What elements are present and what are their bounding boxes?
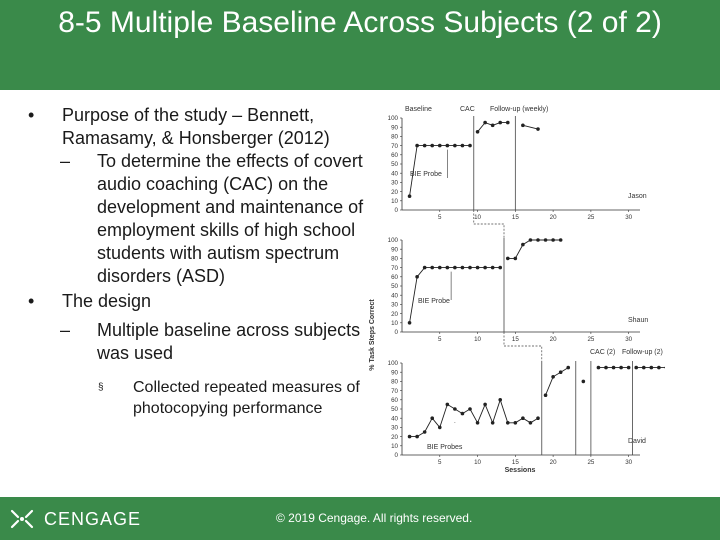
y-tick-label: 30	[391, 424, 398, 432]
y-tick-label: 60	[391, 397, 398, 404]
phase-label-followup2: Follow-up (2)	[622, 349, 663, 356]
data-point	[476, 266, 480, 270]
y-tick-label: 20	[391, 433, 398, 441]
data-point	[438, 266, 442, 270]
y-tick-label: 10	[391, 198, 398, 205]
data-point	[446, 403, 450, 407]
data-point	[461, 266, 465, 270]
y-tick-label: 40	[391, 292, 398, 300]
cengage-mark-icon	[8, 507, 36, 531]
data-point	[438, 426, 442, 430]
y-tick-label: 20	[391, 310, 398, 318]
data-point	[544, 393, 548, 397]
data-point	[415, 144, 419, 148]
data-point	[461, 412, 465, 416]
y-tick-label: 80	[391, 133, 398, 141]
data-point	[415, 435, 419, 439]
x-tick-label: 15	[511, 214, 519, 221]
phase-label-followup-weekly: Follow-up (weekly)	[490, 106, 549, 113]
x-tick-label: 20	[549, 336, 557, 343]
sub-sub-bullet-design	[20, 377, 365, 419]
series-line	[410, 268, 501, 323]
y-tick-label: 90	[391, 369, 398, 377]
y-tick-label: 40	[391, 415, 398, 423]
data-point	[408, 321, 412, 325]
data-point	[468, 407, 472, 411]
y-tick-label: 30	[391, 301, 398, 309]
bullet-text: The design	[62, 291, 152, 311]
data-point	[468, 266, 472, 270]
data-point	[430, 266, 434, 270]
sub-bullet-text: To determine the effects of covert audio coaching (CAC) on the development and maintenance of employment skills of high school students with autism spectrum disorders (ASD)	[97, 151, 364, 286]
data-point	[491, 124, 495, 128]
data-point	[536, 127, 540, 131]
slide-title: 8-5 Multiple Baseline Across Subjects (2 of 2)	[58, 6, 662, 39]
data-point	[491, 266, 495, 270]
data-point	[514, 257, 518, 261]
multiple-baseline-figure	[365, 100, 665, 480]
x-tick-label: 25	[587, 459, 595, 466]
data-point	[521, 243, 525, 247]
x-tick-label: 15	[511, 459, 519, 466]
data-point	[430, 144, 434, 148]
data-point	[642, 366, 646, 370]
data-point	[453, 407, 457, 411]
footer-bar	[0, 497, 720, 540]
x-axis-label: Sessions	[504, 467, 536, 474]
data-point	[461, 144, 465, 148]
sub-sub-bullet-marker: §	[98, 382, 104, 393]
data-point	[438, 144, 442, 148]
data-point	[551, 238, 555, 242]
phase-connector-line	[504, 332, 542, 361]
series-line	[508, 240, 561, 258]
subject-label-jason: Jason	[628, 193, 647, 200]
data-point	[559, 238, 563, 242]
sub-bullet-purpose	[20, 150, 365, 288]
y-tick-label: 100	[387, 237, 398, 245]
data-point	[483, 121, 487, 125]
data-point	[498, 121, 502, 125]
data-point	[521, 416, 525, 420]
y-tick-label: 50	[391, 406, 398, 414]
y-axis-label: % Task Steps Correct	[369, 299, 376, 371]
data-point	[476, 421, 480, 425]
series-line	[546, 368, 569, 396]
bullet-marker: •	[28, 105, 35, 125]
x-tick-label: 15	[511, 336, 519, 343]
x-tick-label: 30	[625, 459, 633, 466]
y-tick-label: 40	[391, 170, 398, 178]
data-point	[468, 144, 472, 148]
data-point	[491, 421, 495, 425]
y-tick-label: 90	[391, 246, 398, 254]
y-tick-label: 50	[391, 283, 398, 291]
data-point	[453, 266, 457, 270]
subject-label-david: David	[628, 438, 646, 445]
copyright-text: © 2019 Cengage. All rights reserved.	[276, 511, 473, 525]
y-tick-label: 10	[391, 320, 398, 327]
x-tick-label: 20	[549, 214, 557, 221]
data-point	[408, 435, 412, 439]
x-tick-label: 5	[438, 459, 442, 466]
y-tick-label: 60	[391, 274, 398, 281]
data-point	[483, 266, 487, 270]
data-point	[536, 238, 540, 242]
x-tick-label: 10	[474, 336, 482, 343]
y-tick-label: 30	[391, 179, 398, 187]
series-line	[410, 400, 538, 437]
y-tick-label: 100	[387, 360, 398, 368]
data-point	[483, 403, 487, 407]
data-point	[498, 266, 502, 270]
data-point	[604, 366, 608, 370]
x-tick-label: 10	[474, 214, 482, 221]
y-tick-label: 90	[391, 124, 398, 132]
data-point	[476, 130, 480, 134]
slide-body	[20, 104, 365, 419]
data-point	[453, 144, 457, 148]
series-line	[523, 125, 538, 129]
data-point	[498, 398, 502, 402]
sub-sub-bullet-text: Collected repeated measures of photocopying performance	[133, 379, 360, 417]
data-point	[446, 266, 450, 270]
data-point	[506, 421, 510, 425]
data-point	[619, 366, 623, 370]
phase-label-cac2: CAC (2)	[590, 349, 616, 356]
data-point	[506, 257, 510, 261]
x-tick-label: 20	[549, 459, 557, 466]
bullet-purpose	[20, 104, 365, 150]
brand-name: CENGAGE	[44, 509, 142, 529]
probe-label-shaun: BIE Probe	[418, 298, 450, 305]
data-point	[529, 421, 533, 425]
sub-bullet-text: Multiple baseline across subjects was used	[97, 320, 361, 363]
sub-bullet-marker: –	[60, 320, 71, 340]
data-point	[544, 238, 548, 242]
data-point	[430, 416, 434, 420]
data-point	[597, 366, 601, 370]
data-point	[506, 121, 510, 125]
y-tick-label: 70	[391, 387, 398, 395]
data-point	[423, 430, 427, 434]
data-point	[529, 238, 533, 242]
sub-bullet-design	[20, 319, 365, 365]
data-point	[566, 366, 570, 370]
y-tick-label: 0	[394, 207, 398, 215]
y-tick-label: 60	[391, 152, 398, 159]
sub-bullet-marker: –	[60, 151, 71, 171]
data-point	[536, 416, 540, 420]
subject-label-shaun: Shaun	[628, 317, 649, 324]
y-tick-label: 50	[391, 161, 398, 169]
x-tick-label: 5	[438, 214, 442, 221]
x-tick-label: 10	[474, 459, 482, 466]
data-point	[408, 194, 412, 198]
data-point	[423, 144, 427, 148]
probe-label-jason: BIE Probe	[410, 171, 442, 178]
data-point	[423, 266, 427, 270]
bullet-design	[20, 290, 365, 313]
phase-label-cac: CAC	[460, 106, 475, 113]
bullet-text: Purpose of the study – Bennett, Ramasamy, & Honsberger (2012)	[62, 105, 330, 148]
data-point	[551, 375, 555, 379]
bullet-marker: •	[28, 291, 35, 311]
x-tick-label: 30	[625, 336, 633, 343]
x-tick-label: 30	[625, 214, 633, 221]
cengage-logo	[8, 507, 148, 531]
title-bar	[0, 0, 720, 90]
data-point	[650, 366, 654, 370]
y-tick-label: 10	[391, 443, 398, 450]
data-point	[521, 124, 525, 128]
y-tick-label: 20	[391, 188, 398, 196]
y-tick-label: 80	[391, 378, 398, 386]
data-point	[657, 366, 661, 370]
x-tick-label: 25	[587, 214, 595, 221]
figure-svg	[365, 100, 665, 480]
probe-label-david: BIE Probes	[427, 444, 463, 451]
y-tick-label: 80	[391, 255, 398, 263]
data-point	[514, 421, 518, 425]
phase-label-baseline: Baseline	[405, 106, 432, 113]
data-point	[446, 144, 450, 148]
y-tick-label: 70	[391, 264, 398, 272]
data-point	[634, 366, 638, 370]
data-point	[415, 275, 419, 279]
data-point	[627, 366, 631, 370]
data-point	[582, 380, 586, 384]
y-tick-label: 70	[391, 142, 398, 150]
x-tick-label: 25	[587, 336, 595, 343]
y-tick-label: 100	[387, 115, 398, 123]
data-point	[612, 366, 616, 370]
y-tick-label: 0	[394, 452, 398, 460]
data-point	[559, 370, 563, 374]
x-tick-label: 5	[438, 336, 442, 343]
y-tick-label: 0	[394, 329, 398, 337]
